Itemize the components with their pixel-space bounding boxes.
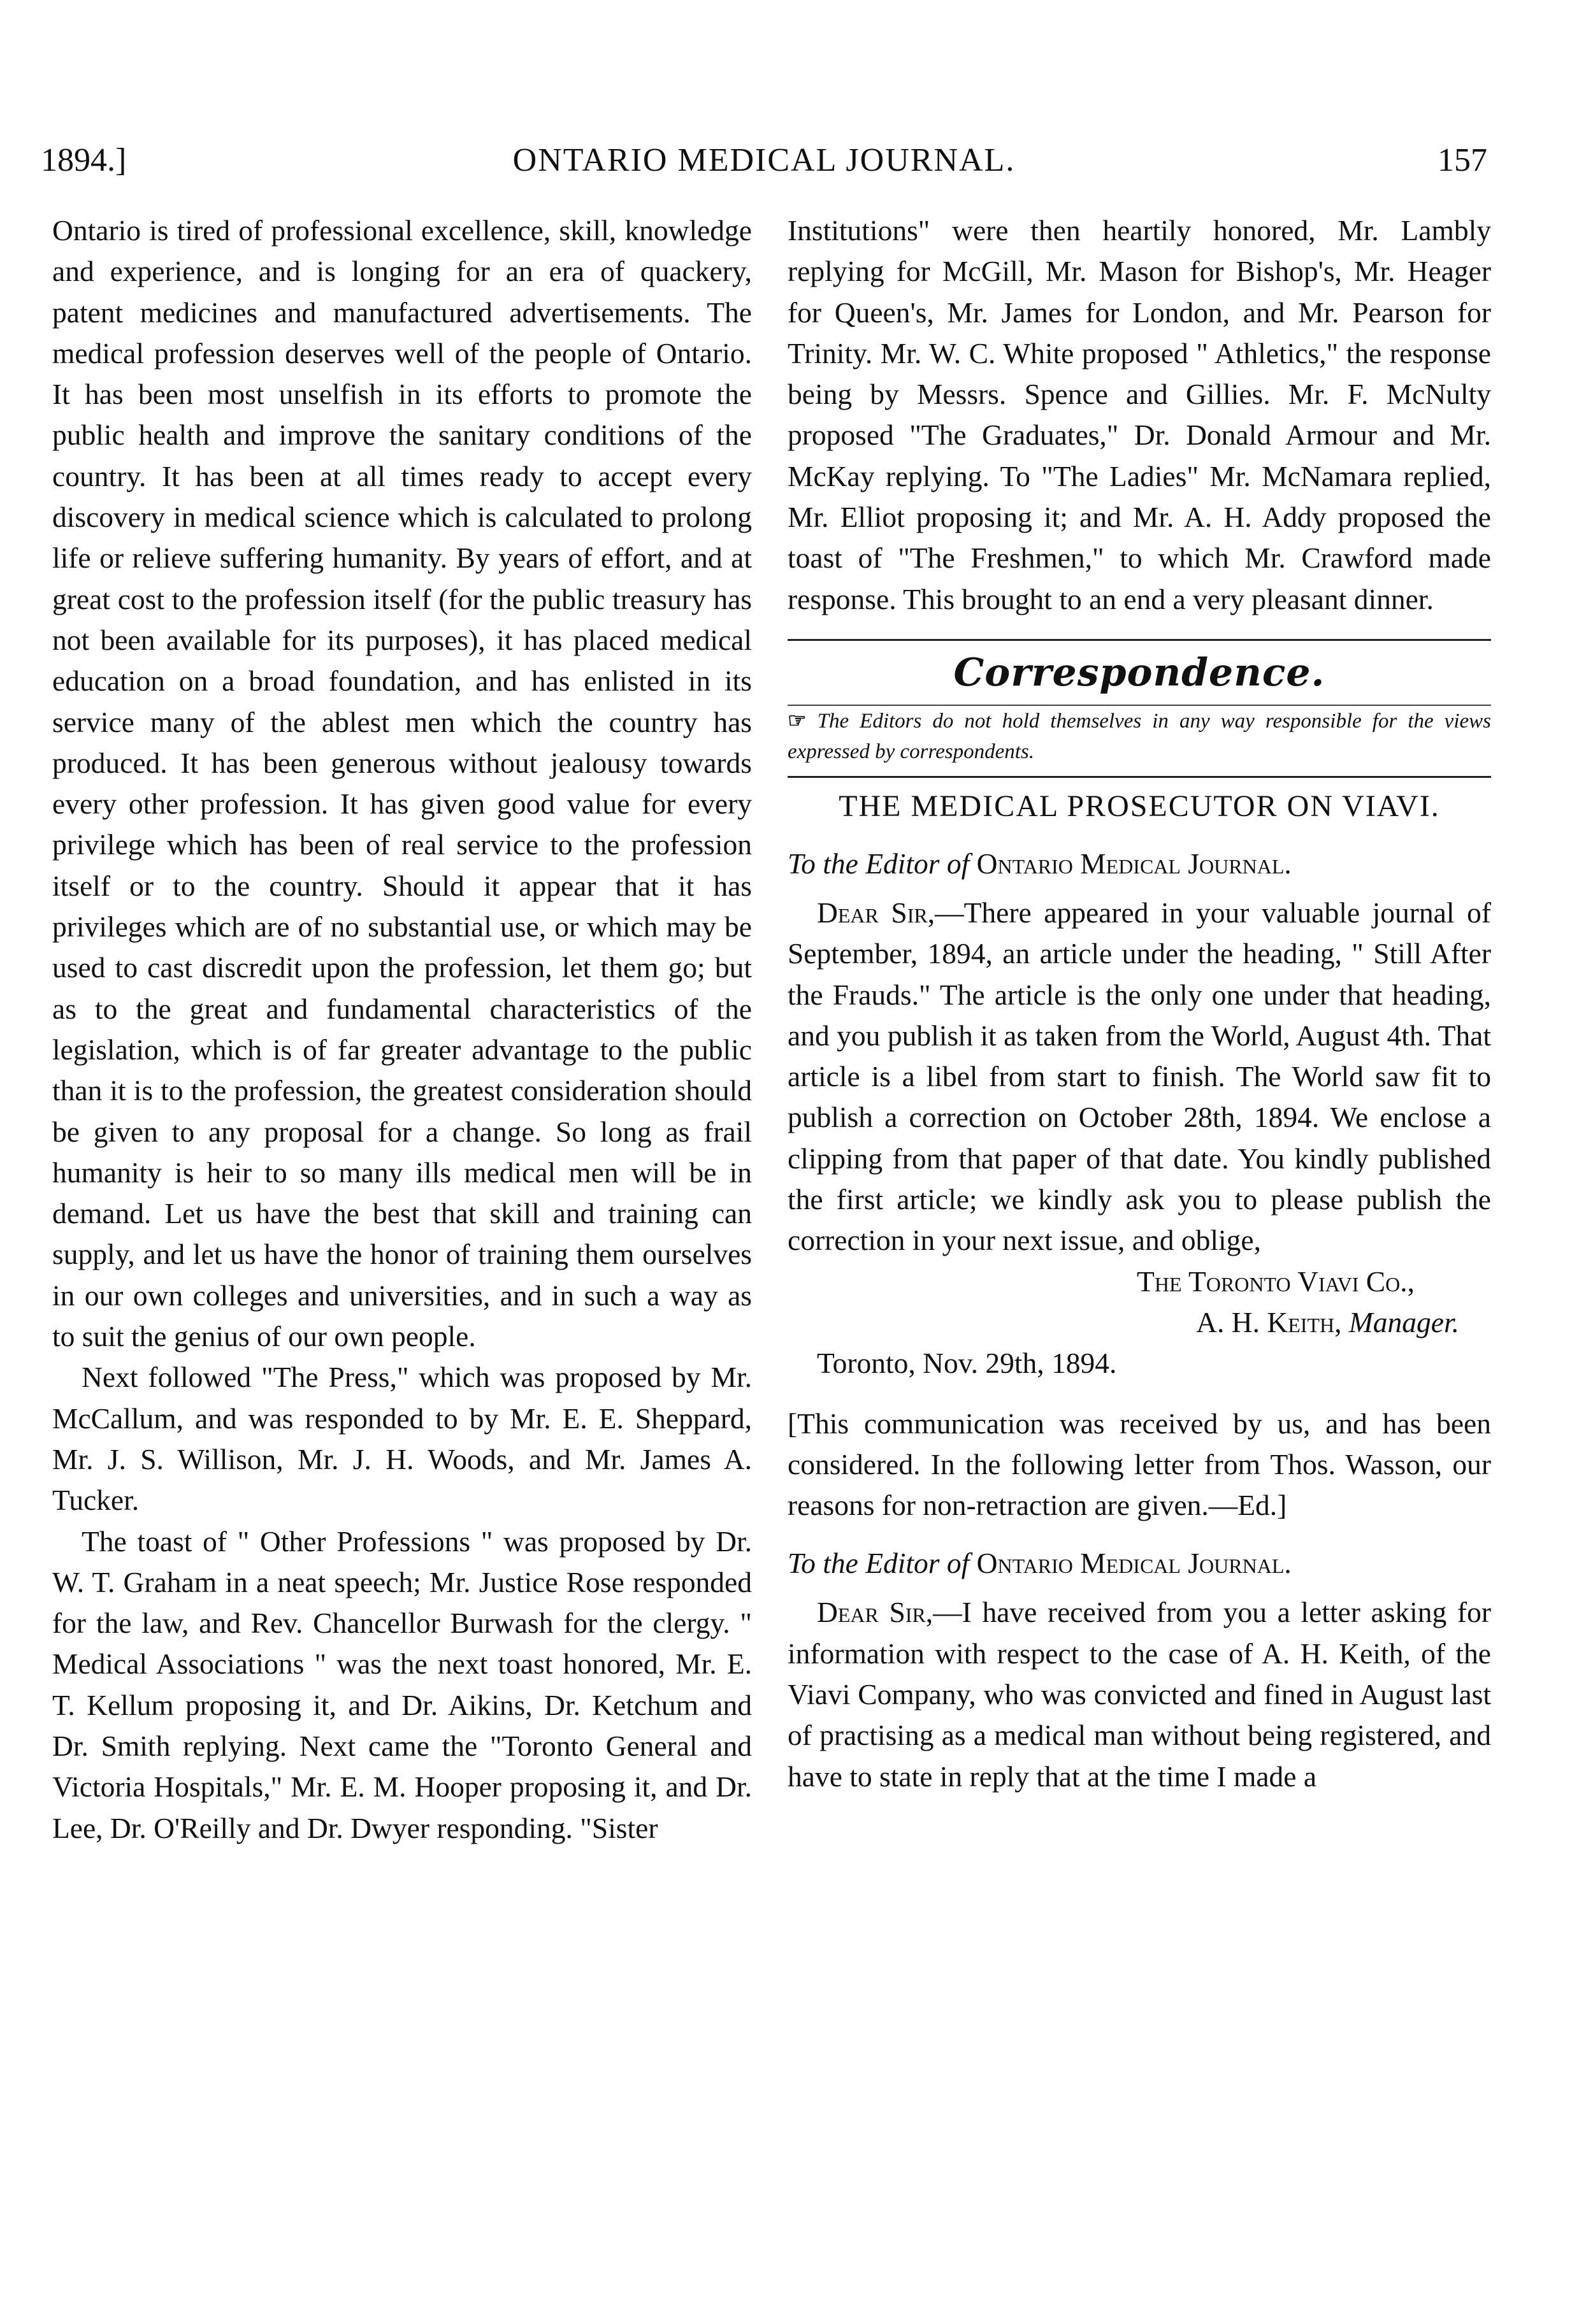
letter2-to-journal: Ontario Medical Journal.: [976, 1547, 1292, 1580]
left-paragraph-2: Next followed "The Press," which was proposed by Mr. McCallum, and was responded to by Mr. E. E. Sheppard, Mr. J. S. Willison, Mr. J. H. Woods, and Mr. James A. Tucker.: [52, 1361, 752, 1517]
letter1-signature-name: A. H. Keith,: [1196, 1305, 1342, 1338]
letter1-to-journal: Ontario Medical Journal.: [976, 847, 1292, 880]
article-title: THE MEDICAL PROSECUTOR ON VIAVI.: [839, 789, 1440, 823]
right-column: [788, 210, 1491, 1797]
letter1-to-prefix: To the Editor of: [788, 847, 970, 880]
letter1-signature-company: The Toronto Viavi Co.,: [1137, 1265, 1415, 1298]
left-column: [52, 210, 752, 1849]
header-page-number: 157: [1438, 142, 1487, 178]
left-paragraph-1: Ontario is tired of professional excellence, skill, knowledge and experience, and is longing for an era of quackery, patent medicines and manufactured advertisements. The medical profession deserves well of the people of Ontario. It has been most unselfish in its efforts to promote the public health and improve the sanitary conditions of the country. It has been at all times ready to accept every discovery in medical science which is calculated to prolong life or relieve suffering humanity. By years of effort, and at great cost to the profession itself (for the public treasury has not been available for its purposes), it has placed medical education on a broad foundation, and has enlisted in its service many of the ablest men which the country has produced. It has been generous without jealousy towards every other profession. It has given good value for every privilege which has been of real service to the profession itself or to the country. Should it appear that it has privileges which are of no substantial use, or which may be used to cast discredit upon the profession, let them go; but as to the great and fundamental characteristics of the legislation, which is of far greater advantage to the public than it is to the profession, the greatest consideration should be given to any proposal for a change. So long as frail humanity is heir to so many ills medical men will be in demand. Let us have the best that skill and training can supply, and let us have the honor of training them ourselves in our own colleges and universities, and in such a way as to suit the genius of our own people.: [52, 214, 752, 1353]
editors-notice: [788, 706, 1491, 767]
running-header: [41, 141, 1487, 192]
pointing-hand-icon: ☞: [788, 709, 807, 733]
letter1-date: Toronto, Nov. 29th, 1894.: [817, 1347, 1117, 1380]
letter2-body: [788, 1592, 1491, 1797]
letter1-signature: [788, 1302, 1491, 1343]
header-year: 1894.]: [41, 142, 127, 178]
editors-notice-text: The Editors do not hold themselves in any way responsible for the views expressed by correspondents.: [788, 709, 1491, 763]
letter2-address: [788, 1535, 1491, 1592]
letter1-salutation: Dear Sir,: [817, 896, 935, 929]
letter2-to-prefix: To the Editor of: [788, 1547, 970, 1580]
letter1-address: [788, 835, 1491, 893]
right-paragraph-continued: Institutions" were then heartily honored, Mr. Lambly replying for McGill, Mr. Mason for Bishop's, Mr. Heager for Queen's, Mr. James for London, and Mr. Pearson for Trinity. Mr. W. C. White proposed " Athletics," the response being by Messrs. Spence and Gillies. Mr. F. McNulty proposed "The Graduates," Dr. Donald Armour and Mr. McKay replying. To "The Ladies" Mr. McNamara replied, Mr. Elliot proposing it; and Mr. A. H. Addy proposed the toast of "The Freshmen," to which Mr. Crawford made response. This brought to an end a very pleasant dinner.: [788, 214, 1491, 615]
header-journal-title: ONTARIO MEDICAL JOURNAL.: [512, 142, 1016, 178]
letter1-text: —There appeared in your valuable journal of September, 1894, an article under the heading, " Still After the Frauds." The article is the only one under that heading, and you publish it as taken from the World, August 4th. That article is a libel from start to finish. The World saw fit to publish a correction on October 28th, 1894. We enclose a clipping from that paper of that date. You kindly published the first article; we kindly ask you to please publish the correction in your next issue, and oblige,: [788, 896, 1491, 1257]
letter2-text: —I have received from you a letter asking for information with respect to the case of A. H. Keith, of the Viavi Company, who was convicted and fined in August last of practising as a medical man without being registered, and have to state in reply that at the time I made a: [788, 1596, 1491, 1793]
letter2-salutation: Dear Sir,: [817, 1596, 934, 1629]
letter1-signature-title: Manager.: [1348, 1305, 1459, 1338]
letter1-body: [788, 893, 1491, 1261]
left-paragraph-3: The toast of " Other Professions " was proposed by Dr. W. T. Graham in a neat speech; Mr. Justice Rose responded for the law, and Rev. Chancellor Burwash for the clergy. " Medical Associations " was the next toast honored, Mr. E. T. Kellum proposing it, and Dr. Aikins, Dr. Ketchum and Dr. Smith replying. Next came the "Toronto General and Victoria Hospitals," Mr. E. M. Hooper proposing it, and Dr. Lee, Dr. O'Reilly and Dr. Dwyer responding. "Sister: [52, 1524, 752, 1844]
editor-note: [This communication was received by us, and has been considered. In the following letter from Thos. Wasson, our reasons for non-retraction are given.—Ed.]: [788, 1407, 1491, 1522]
section-heading: Correspondence.: [953, 650, 1325, 695]
